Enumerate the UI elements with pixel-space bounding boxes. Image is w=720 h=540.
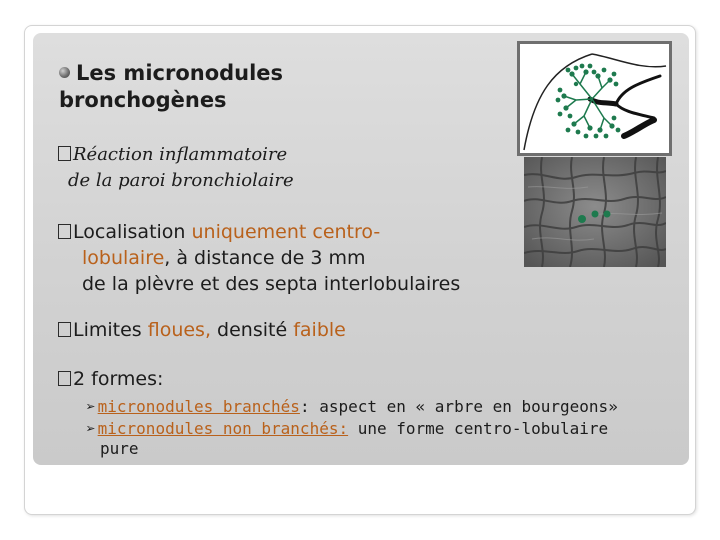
vessel-shape (616, 76, 660, 104)
checkbox-square-icon (58, 146, 71, 161)
arrow-right-icon: ➢ (86, 419, 96, 438)
non-branches-line-2: pure (100, 439, 139, 458)
tree-in-bud-diagram-svg (520, 44, 669, 153)
localisation-highlight-2: lobulaire (82, 247, 165, 269)
localisation-distance: , à distance de 3 mm (164, 247, 366, 269)
localisation-highlight-1: uniquement centro- (191, 221, 381, 243)
sphere-bullet-icon (59, 67, 70, 78)
localisation-label: Localisation (73, 221, 192, 243)
bullet-limites (58, 317, 558, 343)
non-branches-description: une forme centro-lobulaire (348, 419, 609, 438)
tree-in-bud-diagram (517, 41, 672, 156)
sub-bullet-non-branches (86, 419, 686, 459)
ct-scan-image (524, 157, 666, 267)
vessel-shape (616, 104, 654, 118)
ct-scan-svg (524, 157, 666, 267)
bullet-formes (58, 366, 358, 392)
lobule-septum-line (592, 54, 666, 67)
checkbox-square-icon (58, 224, 71, 239)
bullet-localisation (58, 219, 578, 297)
localisation-line-3: de la plèvre et des septa interlobulaires (82, 273, 461, 295)
formes-text: 2 formes: (73, 368, 164, 390)
title-line-2: bronchogènes (59, 88, 227, 112)
checkbox-square-icon (58, 322, 71, 337)
bullet-reaction (58, 142, 358, 194)
checkbox-square-icon (58, 371, 71, 386)
branches-term: micronodules branchés (97, 397, 300, 416)
limites-label: Limites (73, 319, 148, 341)
densite-faible: faible (293, 319, 346, 341)
vessel-shape (624, 120, 654, 136)
title-line-1: Les micronodules (76, 61, 284, 85)
sub-bullet-branches (86, 397, 686, 417)
branches-description: : aspect en « arbre en bourgeons» (299, 397, 618, 416)
densite-label: densité (211, 319, 294, 341)
bullet-reaction-line-2: de la paroi bronchiolaire (68, 170, 294, 191)
bullet-reaction-line-1: Réaction inflammatoire (73, 144, 288, 165)
limites-floues: floues, (147, 319, 211, 341)
slide-title (59, 60, 379, 114)
arrow-right-icon: ➢ (86, 397, 96, 416)
non-branches-term: micronodules non branchés: (97, 419, 349, 438)
localisation-line-2 (58, 245, 578, 271)
